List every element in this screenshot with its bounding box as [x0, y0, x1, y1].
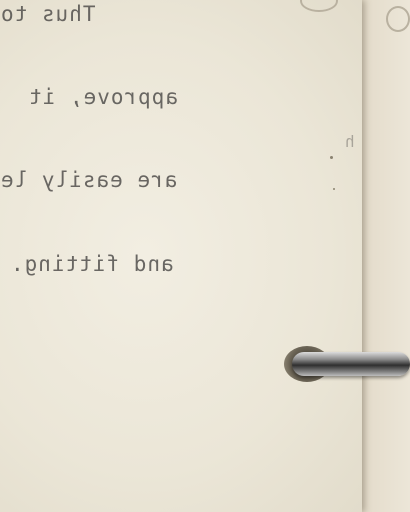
- binder-ring: [292, 352, 410, 376]
- text-line: Thus to: [0, 2, 96, 26]
- text-line: approve, it: [28, 85, 179, 109]
- text-fragment: h: [344, 132, 355, 151]
- text-line: and fitting.: [10, 252, 174, 276]
- punch-hole: [386, 6, 410, 32]
- paper-spot: [330, 156, 333, 159]
- text-line: are easily le: [0, 168, 178, 192]
- paper-spot: [333, 188, 335, 190]
- punch-hole: [300, 0, 338, 12]
